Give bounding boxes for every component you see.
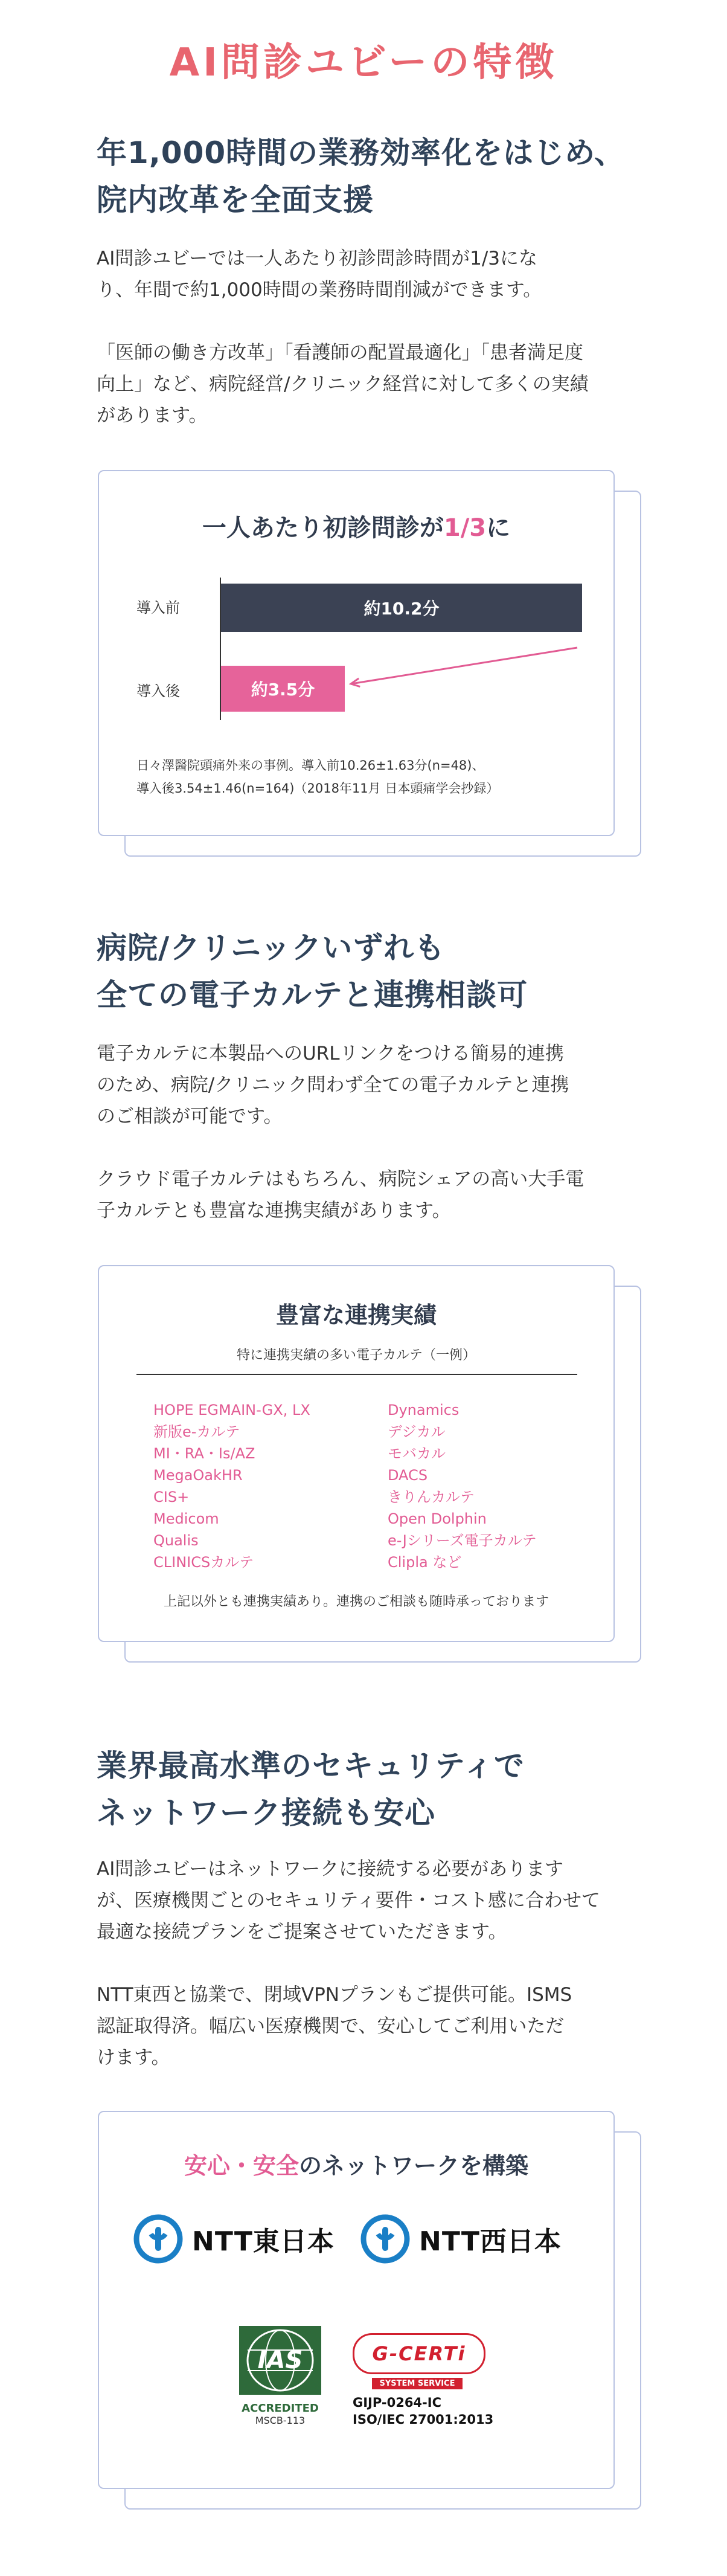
list-item: e-Jシリーズ電子カルテ — [388, 1532, 537, 1549]
ntt-east-logo — [133, 2214, 335, 2264]
ntt-west-logo — [360, 2214, 562, 2264]
list-item: CLINICSカルテ — [153, 1554, 254, 1571]
para-line: AI問診ユビーでは一人あたり初診問診時間が1/3にな — [97, 248, 537, 269]
heading-line: 院内改革を全面支援 — [97, 182, 374, 217]
ias-globe-icon — [238, 2325, 322, 2396]
chart-card — [98, 470, 615, 836]
section-2-paragraph-2 — [97, 1164, 643, 1226]
note-line: 日々澤醫院頭痛外来の事例。導入前10.26±1.63分(n=48)、 — [136, 758, 485, 773]
para-line: NTT東西と協業で、閉域VPNプランもご提供可能。ISMS — [97, 1984, 572, 2006]
ntt-mark-icon — [133, 2214, 184, 2264]
list-item: MegaOakHR — [153, 1467, 243, 1484]
list-item: MI・RA・Is/AZ — [153, 1445, 255, 1462]
ntt-east-name: NTT東日本 — [192, 2226, 335, 2257]
list-item: Qualis — [153, 1532, 199, 1549]
para-line: AI問診ユビーはネットワークに接続する必要があります — [97, 1858, 564, 1880]
para-line: が、医療機関ごとのセキュリティ要件・コスト感に合わせて — [97, 1890, 600, 1911]
para-line: クラウド電子カルテはもちろん、病院シェアの高い大手電 — [97, 1168, 584, 1190]
chart-category-label: 導入後 — [136, 683, 180, 700]
integration-card — [98, 1265, 615, 1642]
list-item: HOPE EGMAIN-GX, LX — [153, 1402, 310, 1418]
section-1-paragraph-1 — [97, 243, 643, 306]
list-item: きりんカルテ — [388, 1489, 475, 1505]
ias-mark-text: IAS — [257, 2346, 303, 2374]
para-line: のため、病院/クリニック問わず全ての電子カルテと連携 — [97, 1074, 569, 1096]
gcerti-mark-text: G-CERTi — [372, 2342, 466, 2365]
note-line: 導入後3.54±1.46(n=164)（2018年11月 日本頭痛学会抄録） — [136, 781, 499, 796]
para-line: 向上」など、病院経営/クリニック経営に対して多くの実績 — [97, 373, 589, 395]
ias-accredited-label: ACCREDITED — [242, 2402, 319, 2415]
ntt-west-name: NTT西日本 — [419, 2226, 562, 2257]
integration-subtitle: 特に連携実績の多い電子カルテ（一例） — [236, 1348, 476, 1363]
list-item: Medicom — [153, 1510, 219, 1527]
list-item: DACS — [388, 1467, 428, 1484]
section-1-paragraph-2 — [97, 337, 643, 431]
integration-footnote: 上記以外とも連携実績あり。連携のご相談も随時承っております — [163, 1594, 549, 1609]
heading-line: ネットワーク接続も安心 — [97, 1795, 435, 1831]
gcerti-service-band: SYSTEM SERVICE — [372, 2378, 463, 2389]
section-3-paragraph-1 — [97, 1853, 643, 1948]
list-item: Open Dolphin — [388, 1510, 487, 1527]
para-line: 認証取得済。幅広い医療機関で、安心してご利用いただ — [97, 2015, 565, 2037]
para-line: り、年間で約1,000時間の業務時間削減ができます。 — [97, 279, 542, 301]
list-item: モバカル — [388, 1445, 446, 1462]
gcerti-badge — [353, 2333, 485, 2374]
section-2-heading — [97, 924, 640, 1019]
para-line: けます。 — [97, 2047, 170, 2069]
integration-divider — [136, 1374, 577, 1375]
para-line: 子カルテとも豊富な連携実績があります。 — [97, 1200, 451, 1222]
chart-title-pre: 一人あたり初診問診が — [202, 514, 444, 542]
section-2-paragraph-1 — [97, 1038, 643, 1132]
para-line: があります。 — [97, 405, 208, 427]
section-3-paragraph-2 — [97, 1979, 643, 2073]
security-card — [98, 2111, 615, 2489]
chart-data-label: 約10.2分 — [364, 599, 440, 619]
section-1-heading — [97, 129, 640, 224]
list-item: 新版e-カルテ — [153, 1423, 240, 1440]
chart-data-label: 約3.5分 — [251, 680, 315, 700]
list-item: Clipla など — [388, 1554, 462, 1571]
list-item: デジカル — [388, 1423, 446, 1440]
list-item: CIS+ — [153, 1489, 190, 1505]
para-line: 電子カルテに本製品へのURLリンクをつける簡易的連携 — [97, 1043, 564, 1064]
page-title: AI問診ユビーの特徴 — [169, 40, 558, 85]
heading-line: 業界最高水準のセキュリティで — [97, 1748, 525, 1783]
security-title-accent: 安心・安全 — [184, 2153, 299, 2179]
heading-line: 年1,000時間の業務効率化をはじめ、 — [97, 135, 626, 170]
ntt-mark-icon — [360, 2214, 411, 2264]
chart-title-accent: 1/3 — [443, 514, 487, 542]
gcerti-logo — [353, 2333, 510, 2442]
chart-category-label: 導入前 — [136, 599, 180, 616]
section-3-heading — [97, 1742, 640, 1837]
para-line: 「医師の働き方改革」「看護師の配置最適化」「患者満足度 — [97, 342, 583, 364]
heading-line: 病院/クリニックいずれも — [97, 930, 446, 965]
ias-code: MSCB-113 — [255, 2415, 306, 2426]
security-title-rest: のネットワークを構築 — [299, 2153, 529, 2179]
chart-note — [136, 754, 595, 800]
gcerti-standard: ISO/IEC 27001:2013 — [353, 2412, 494, 2427]
ias-accreditation-logo — [238, 2325, 322, 2439]
list-item: Dynamics — [388, 1402, 460, 1418]
chart-title-post: に — [486, 514, 511, 542]
security-title — [99, 2147, 613, 2180]
gcerti-id: GIJP-0264-IC — [353, 2395, 441, 2410]
heading-line: 全ての電子カルテと連携相談可 — [97, 977, 528, 1013]
para-line: のご相談が可能です。 — [97, 1106, 283, 1127]
chart-arrow-line — [351, 648, 577, 684]
para-line: 最適な接続プランをご提案させていただきます。 — [97, 1921, 507, 1943]
integration-list-left — [153, 1399, 310, 1573]
integration-list-right — [388, 1399, 537, 1573]
integration-title: 豊富な連携実績 — [275, 1302, 437, 1328]
